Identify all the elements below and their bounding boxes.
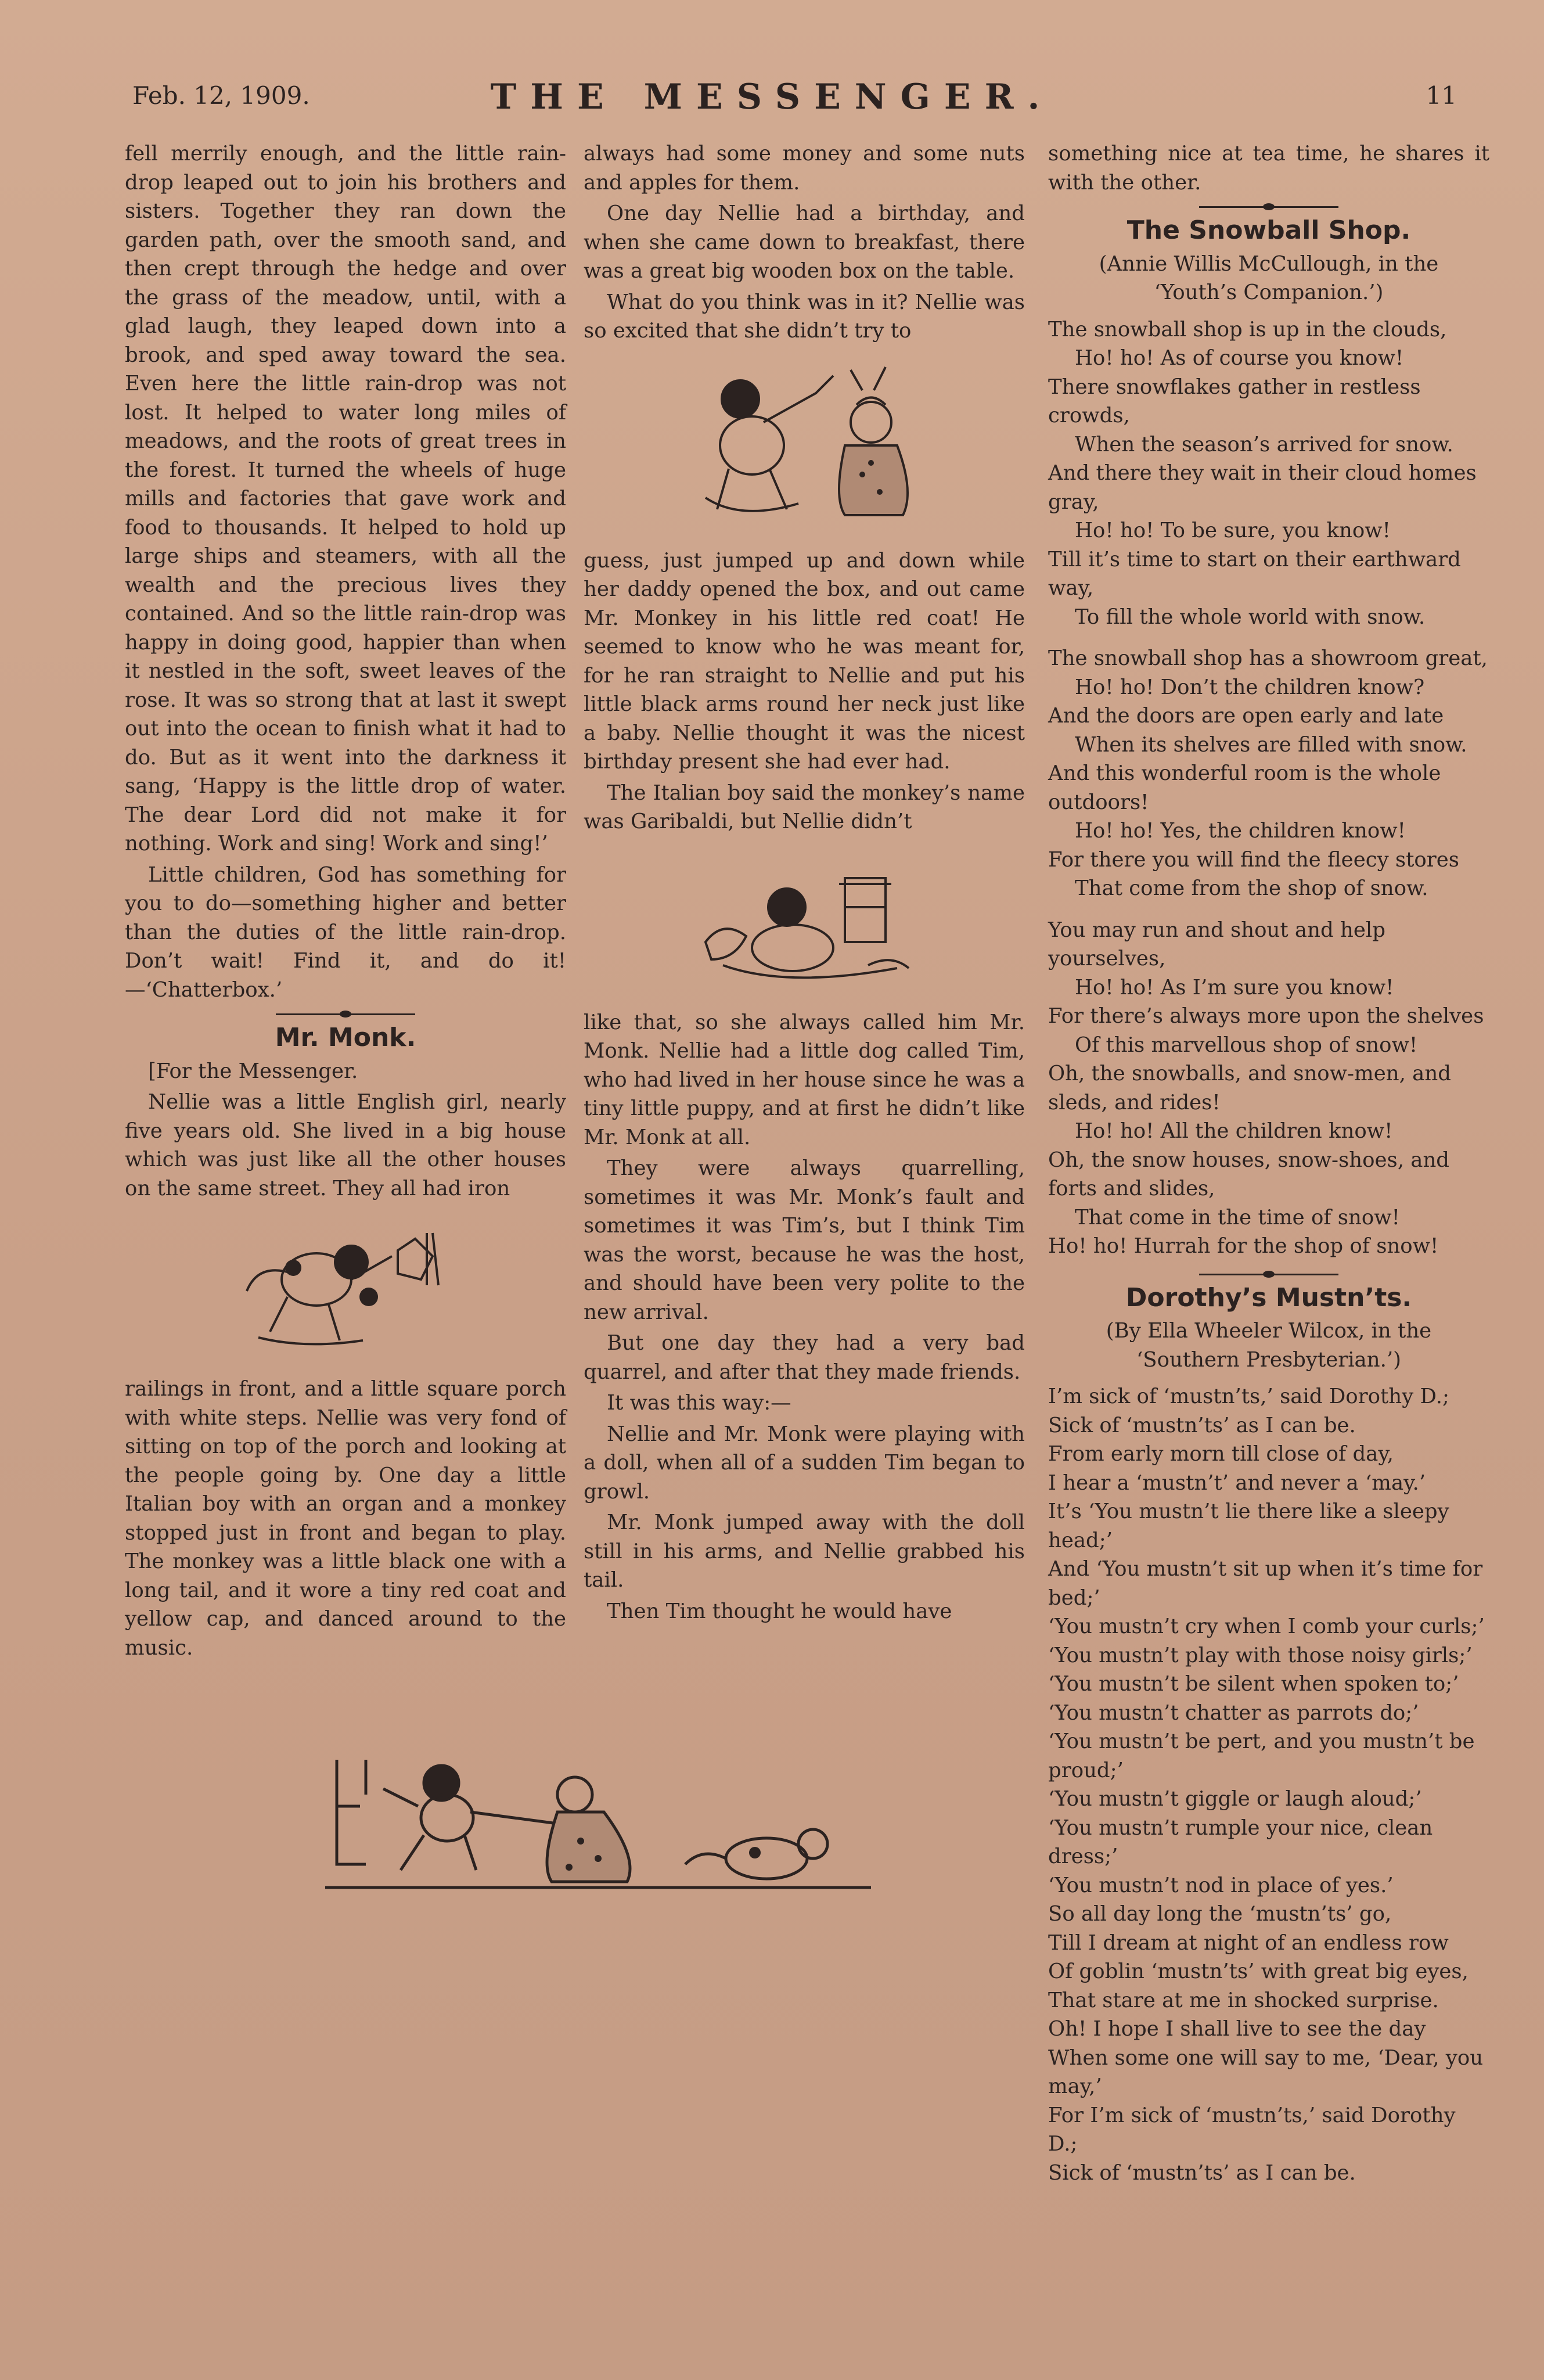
- poem-line: I’m sick of ‘mustn’ts,’ said Dorothy D.;: [1048, 1385, 1449, 1408]
- poem-line: Ho! ho! Yes, the children know!: [1075, 819, 1406, 843]
- column-3: [1048, 139, 1489, 2200]
- poem-line: ‘You mustn’t cry when I comb your curls;’: [1048, 1615, 1485, 1638]
- mr-monk-paragraph: Mr. Monk jumped away with the doll still in his arms, and Nellie grabbed his tail.: [584, 1511, 1025, 1592]
- poem-line: For there you will find the fleecy stores: [1048, 847, 1459, 872]
- mr-monk-paragraph: Nellie and Mr. Monk were playing with a doll, when all of a sudden Tim began to growl.: [584, 1422, 1025, 1504]
- dorothys-mustnts-source: [1048, 1317, 1489, 1374]
- issue-date: Feb. 12, 1909.: [132, 81, 310, 110]
- poem-line: Till it’s time to start on their earthward way,: [1048, 547, 1461, 600]
- poem-line: Till I dream at night of an endless row: [1048, 1930, 1449, 1955]
- poem-line: From early morn till close of day,: [1048, 1442, 1394, 1466]
- poem-line: Ho! ho! To be sure, you know!: [1075, 519, 1391, 542]
- poem-stanza: [1048, 644, 1489, 903]
- mr-monk-paragraph: But one day they had a very bad quarrel, and after that they made friends.: [584, 1331, 1025, 1384]
- snowball-shop-title: The Snowball Shop.: [1126, 215, 1411, 245]
- section-divider: [1199, 206, 1338, 208]
- dorothys-mustnts-title: Dorothy’s Mustn’ts.: [1125, 1282, 1412, 1313]
- mr-monk-paragraph: What do you think was in it? Nellie was so excited that she didn’t try to: [584, 290, 1025, 343]
- poem-line: When the season’s arrived for snow.: [1075, 432, 1453, 456]
- poem-line: ‘You mustn’t be pert, and you mustn’t be proud;’: [1048, 1730, 1475, 1782]
- masthead-title: THE MESSENGER.: [490, 77, 1054, 117]
- poem-line: For I’m sick of ‘mustn’ts,’ said Dorothy D.;: [1048, 2103, 1456, 2156]
- section-divider: [1199, 1274, 1338, 1275]
- poem-line: Ho! ho! Don’t the children know?: [1075, 675, 1425, 699]
- poem-line: The snowball shop has a showroom great,: [1048, 646, 1488, 670]
- monkey-and-girl-illustration: [671, 358, 938, 533]
- raindrop-story-end: fell merrily enough, and the little rain-drop leaped out to join his brothers and sisters. Together they ran down the garden path, over the smooth sand, and then crept through the hedge and over the grass of the meadow, until, with a glad laugh, they leaped down into a brook, and sped away toward the sea. Even here the little rain-drop was not lost. It helped to water long miles of meadows, and the roots of great trees in the forest. It turned the wheels of huge mills and factories that gave work and food to thousands. It helped to hold up large ships and steamers, with all the wealth and the precious lives they contained. And so the little rain-drop was happy in doing good, happier than when it nestled in the soft, sweet leaves of the rose. It was so strong that at last it swept out into the ocean to finish what it had to do. But as it went into the darkness it sang, ‘Happy is the little drop of water. The dear Lord did not make it for nothing. Work and sing! Work and sing!’: [125, 142, 566, 855]
- monkey-at-table-illustration: [671, 849, 938, 994]
- poem-line: That stare at me in shocked surprise.: [1048, 1988, 1439, 2012]
- poem-line: Oh, the snow houses, snow-shoes, and forts and slides,: [1048, 1148, 1450, 1200]
- poem-line: Ho! ho! As of course you know!: [1075, 346, 1404, 370]
- poem-line: When its shelves are filled with snow.: [1075, 732, 1467, 757]
- poem-stanza: [1048, 315, 1489, 632]
- source-line: (By Ella Wheeler Wilcox, in the: [1106, 1319, 1432, 1343]
- girl-monkey-dog-illustration: [325, 1748, 871, 1893]
- section-divider: [276, 1013, 415, 1015]
- poem-line: That come in the time of snow!: [1075, 1205, 1400, 1229]
- source-line: ‘Southern Presbyterian.’): [1136, 1347, 1401, 1372]
- mr-monk-paragraph: railings in front, and a little square porch with white steps. Nellie was very fond of sitting on top of the porch and looking at the people going by. One day a little Italian boy with an organ and a monkey stopped just in front and began to play. The monkey was a little black one with a long tail, and it wore a tiny red coat and yellow cap, and danced around to the music.: [125, 1377, 566, 1660]
- source-line: ‘Youth’s Companion.’): [1154, 281, 1384, 304]
- poem-line: And ‘You mustn’t sit up when it’s time for bed;’: [1048, 1557, 1483, 1610]
- poem-line: ‘You mustn’t nod in place of yes.’: [1048, 1873, 1394, 1897]
- mr-monk-paragraph: It was this way:—: [607, 1391, 791, 1415]
- poem-line: ‘You mustn’t be silent when spoken to;’: [1048, 1672, 1459, 1696]
- poem-stanza: [1048, 1382, 1489, 2187]
- mr-monk-paragraph: One day Nellie had a birthday, and when she came down to breakfast, there was a great big wooden box on the table.: [584, 202, 1025, 283]
- poem-line: ‘You mustn’t rumple your nice, clean dress;’: [1048, 1815, 1433, 1868]
- mr-monk-paragraph: always had some money and some nuts and apples for them.: [584, 142, 1025, 195]
- poem-line: Oh, the snowballs, and snow-men, and sleds, and rides!: [1048, 1062, 1451, 1114]
- mr-monk-paragraph: Nellie was a little English girl, nearly five years old. She lived in a big house which was just like all the other houses on the same street. They all had iron: [125, 1090, 566, 1200]
- poem-line: For there’s always more upon the shelves: [1048, 1004, 1484, 1028]
- poem-line: And this wonderful room is the whole outdoors!: [1048, 761, 1441, 814]
- poem-line: ‘You mustn’t giggle or laugh aloud;’: [1048, 1787, 1422, 1811]
- source-line: (Annie Willis McCullough, in the: [1099, 251, 1439, 276]
- poem-stanza: [1048, 916, 1489, 1261]
- poem-line: Sick of ‘mustn’ts’ as I can be.: [1048, 1413, 1356, 1437]
- poem-line: There snowflakes gather in restless crowds,: [1048, 375, 1421, 427]
- mr-monk-paragraph: They were always quarrelling, sometimes it was Mr. Monk’s fault and sometimes it was Tim’s, but I think Tim was the worst, because he was the host, and should have been very polite to the new arrival.: [584, 1156, 1025, 1324]
- poem-line: Of goblin ‘mustn’ts’ with great big eyes,: [1048, 1960, 1469, 1983]
- poem-line: ‘You mustn’t play with those noisy girls;’: [1048, 1643, 1473, 1667]
- poem-line: You may run and shout and help yourselves,: [1048, 918, 1385, 970]
- poem-line: So all day long the ‘mustn’ts’ go,: [1048, 1902, 1392, 1926]
- column-1: [125, 139, 566, 1664]
- poem-line: Oh! I hope I shall live to see the day: [1048, 2017, 1426, 2041]
- mr-monk-paragraph: The Italian boy said the monkey’s name was Garibaldi, but Nellie didn’t: [584, 781, 1025, 833]
- monkey-dancing-illustration: [224, 1216, 467, 1361]
- mr-monk-byline: [For the Messenger.: [148, 1059, 358, 1083]
- poem-line: It’s ‘You mustn’t lie there like a sleepy head;’: [1048, 1500, 1449, 1552]
- poem-line: That come from the shop of snow.: [1075, 876, 1428, 900]
- mr-monk-paragraph: Then Tim thought he would have: [607, 1599, 952, 1623]
- poem-line: And there they wait in their cloud homes gray,: [1048, 461, 1477, 514]
- poem-line: Ho! ho! Hurrah for the shop of snow!: [1048, 1234, 1439, 1258]
- poem-line: When some one will say to me, ‘Dear, you may,’: [1048, 2045, 1484, 2098]
- column-2: [584, 139, 1025, 1628]
- poem-line: Ho! ho! All the children know!: [1075, 1119, 1393, 1143]
- poem-line: Ho! ho! As I’m sure you know!: [1075, 975, 1394, 1000]
- poem-line: To fill the whole world with snow.: [1075, 605, 1426, 629]
- snowball-shop-source: [1048, 250, 1489, 307]
- raindrop-moral: Little children, God has something for you to do—something higher and better than the duties of the little rain-drop. Don’t wait! Find it, and do it!—‘Chatterbox.’: [125, 862, 566, 1002]
- mr-monk-ending: something nice at tea time, he shares it with the other.: [1048, 142, 1489, 195]
- poem-line: The snowball shop is up in the clouds,: [1048, 317, 1447, 341]
- poem-line: Of this marvellous shop of snow!: [1075, 1033, 1418, 1057]
- poem-line: And the doors are open early and late: [1048, 704, 1444, 728]
- mr-monk-paragraph: guess, just jumped up and down while her daddy opened the box, and out came Mr. Monkey in his little red coat! He seemed to know who he was meant for, for he ran straight to Nellie and put his little black arms round her neck just like a baby. Nellie thought it was the nicest birthday present she had ever had.: [584, 548, 1025, 774]
- page-number: 11: [1426, 81, 1457, 110]
- poem-line: Sick of ‘mustn’ts’ as I can be.: [1048, 2160, 1356, 2185]
- poem-line: ‘You mustn’t chatter as parrots do;’: [1048, 1700, 1419, 1725]
- mr-monk-title: Mr. Monk.: [275, 1023, 416, 1052]
- mr-monk-paragraph: like that, so she always called him Mr. Monk. Nellie had a little dog called Tim, who had lived in her house since he was a tiny little puppy, and at first he didn’t like Mr. Monk at all.: [584, 1010, 1025, 1149]
- poem-line: I hear a ‘mustn’t’ and never a ‘may.’: [1048, 1471, 1426, 1495]
